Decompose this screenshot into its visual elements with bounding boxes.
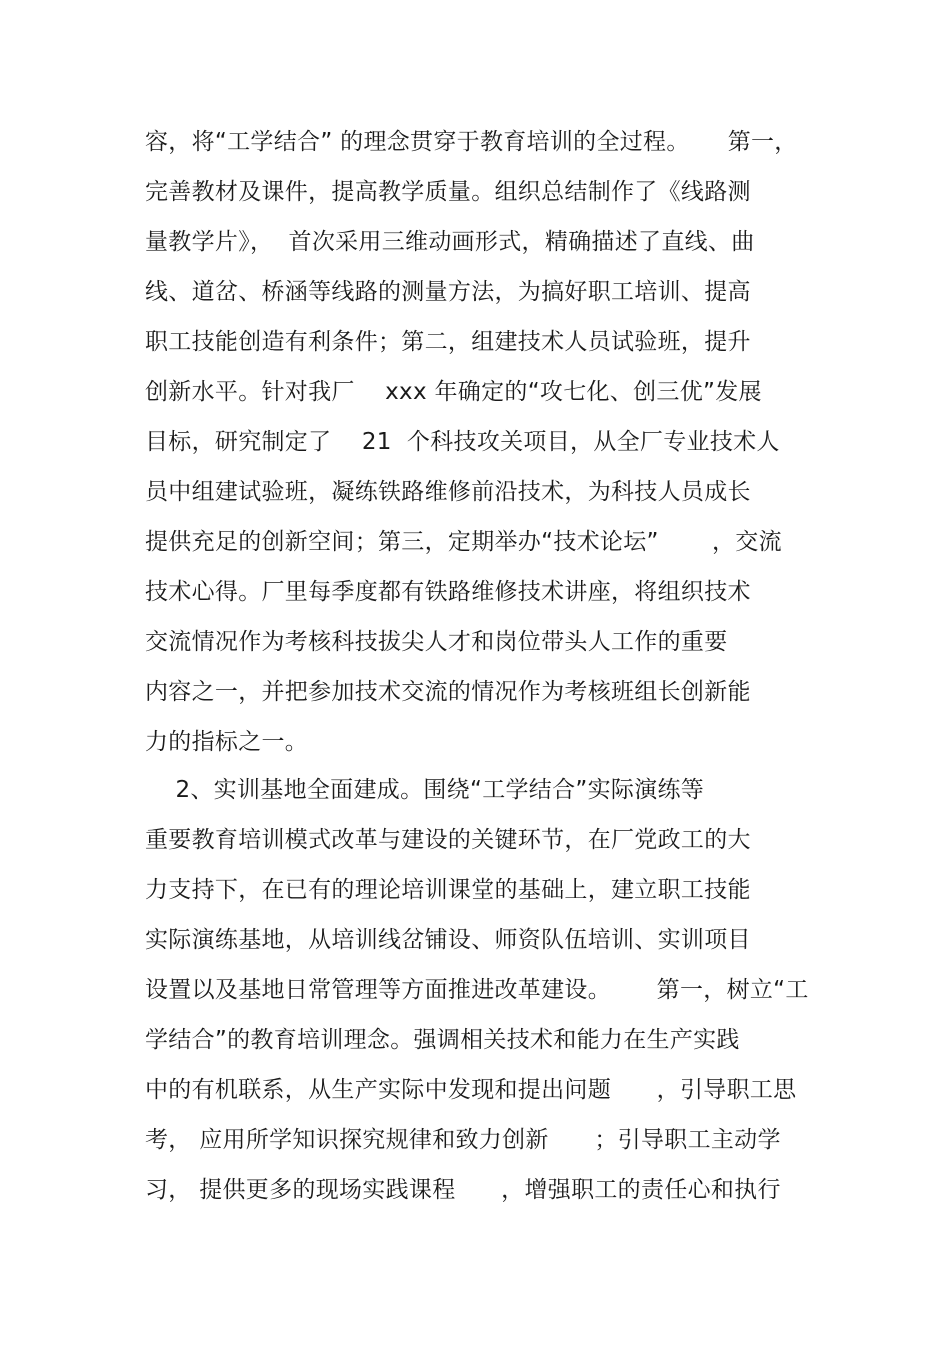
text-line-16: 力支持下，在已有的理论培训课堂的基础上，建立职工技能 — [145, 877, 751, 903]
text-line-8: 员中组建试验班，凝练铁路维修前沿技术，为科技人员成长 — [145, 479, 751, 505]
text-line-7: 目标，研究制定了 21 个科技攻关项目，从全厂专业技术人 — [145, 429, 780, 455]
text-line-18: 设置以及基地日常管理等方面推进改革建设。 第一，树立“工 — [145, 977, 809, 1003]
text-line-9: 提供充足的创新空间；第三，定期举办“技术论坛” ，交流 — [145, 529, 782, 555]
text-line-15: 重要教育培训模式改革与建设的关键环节，在厂党政工的大 — [145, 827, 751, 853]
text-line-17: 实际演练基地，从培训线岔铺设、师资队伍培训、实训项目 — [145, 927, 751, 953]
text-line-3: 量教学片》， 首次采用三维动画形式，精确描述了直线、曲 — [145, 229, 755, 255]
text-line-6: 创新水平。针对我厂 xxx 年确定的“攻七化、创三优”发展 — [145, 379, 762, 405]
text-line-2: 完善教材及课件，提高教学质量。组织总结制作了《线路测 — [145, 179, 751, 205]
text-line-4: 线、道岔、桥涵等线路的测量方法，为搞好职工培训、提高 — [145, 279, 751, 305]
text-line-11: 交流情况作为考核科技拔尖人才和岗位带头人工作的重要 — [145, 629, 728, 655]
text-line-10: 技术心得。厂里每季度都有铁路维修技术讲座，将组织技术 — [145, 579, 751, 605]
text-line-5: 职工技能创造有利条件；第二，组建技术人员试验班，提升 — [145, 329, 751, 355]
text-line-13: 力的指标之一。 — [145, 729, 309, 755]
text-line-12: 内容之一，并把参加技术交流的情况作为考核班组长创新能 — [145, 679, 751, 705]
text-line-21: 考， 应用所学知识探究规律和致力创新 ；引导职工主动学 — [145, 1127, 781, 1153]
text-line-22: 习， 提供更多的现场实践课程 ，增强职工的责任心和执行 — [145, 1177, 781, 1203]
text-line-19: 学结合”的教育培训理念。强调相关技术和能力在生产实践 — [145, 1027, 740, 1053]
text-line-14: 2、实训基地全面建成。围绕“工学结合”实际演练等 — [145, 777, 705, 803]
text-line-20: 中的有机联系，从生产实际中发现和提出问题 ，引导职工思 — [145, 1077, 797, 1103]
text-line-1: 容，将“工学结合” 的理念贯穿于教育培训的全过程。 第一， — [145, 129, 798, 155]
